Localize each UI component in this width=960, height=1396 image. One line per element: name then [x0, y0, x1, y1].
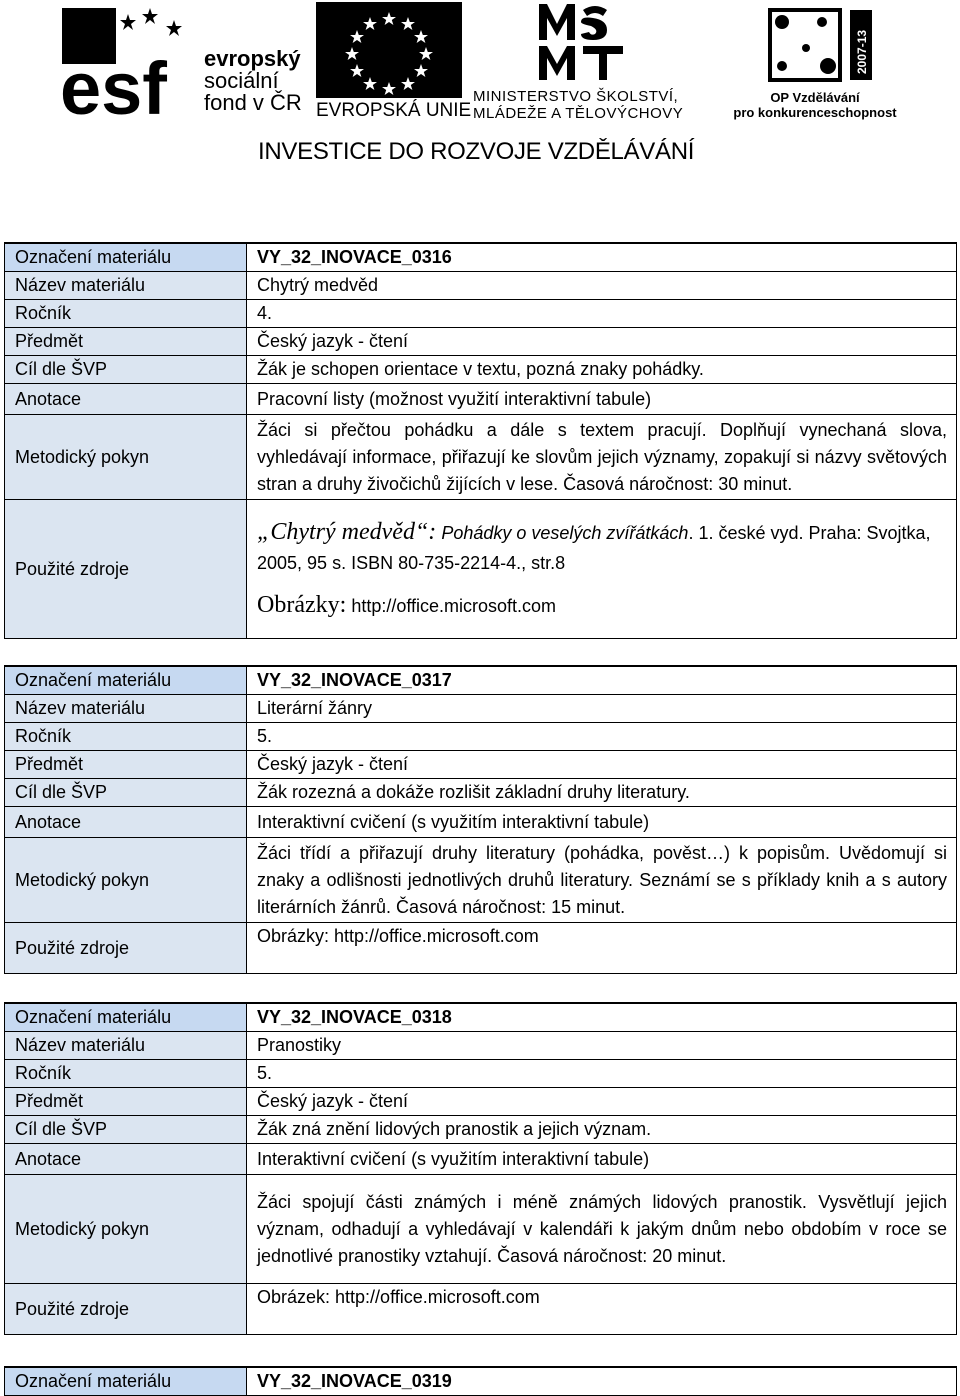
label-nazev: Název materiálu — [5, 1032, 247, 1060]
label-cil: Cíl dle ŠVP — [5, 779, 247, 807]
value-metodicky: Žáci třídí a přiřazují druhy literatury (pohádka, pověst…) k popisům. Uvědomují si znaky a odlišnosti jednotlivých druhů literatury. Seznámí se s příklady knih a s autory literárních žánrů. Časová náročnost: 15 minut. — [247, 838, 957, 923]
source-book: Pohádky o veselých zvířátkách — [441, 523, 689, 543]
label-metodicky: Metodický pokyn — [5, 838, 247, 923]
table-row — [5, 838, 957, 923]
record-table — [4, 242, 957, 639]
op-logo-mark-icon — [766, 4, 878, 86]
table-row — [5, 243, 957, 272]
esf-logo-mark-icon — [58, 6, 194, 118]
label-anotace: Anotace — [5, 807, 247, 838]
eu-flag-icon — [316, 2, 462, 98]
table-row — [5, 384, 957, 415]
label-anotace: Anotace — [5, 384, 247, 415]
value-oznaceni: VY_32_INOVACE_0316 — [247, 243, 957, 272]
value-rocnik: 4. — [247, 300, 957, 328]
table-row — [5, 923, 957, 974]
label-oznaceni: Označení materiálu — [5, 1367, 247, 1396]
table-row — [5, 1367, 957, 1396]
value-nazev: Literární žánry — [247, 695, 957, 723]
record-table — [4, 1366, 957, 1396]
label-nazev: Název materiálu — [5, 695, 247, 723]
label-predmet: Předmět — [5, 328, 247, 356]
msmt-logo — [473, 2, 723, 120]
label-predmet: Předmět — [5, 751, 247, 779]
value-cil: Žák je schopen orientace v textu, pozná znaky pohádky. — [247, 356, 957, 384]
tagline: INVESTICE DO ROZVOJE VZDĚLÁVÁNÍ — [258, 138, 695, 165]
label-cil: Cíl dle ŠVP — [5, 1116, 247, 1144]
table-row — [5, 723, 957, 751]
eu-label: EVROPSKÁ UNIE — [316, 100, 472, 121]
record-table — [4, 665, 957, 974]
label-oznaceni: Označení materiálu — [5, 666, 247, 695]
msmt-text: MINISTERSTVO ŠKOLSTVÍ, MLÁDEŽE A TĚLOVÝCHOVY — [473, 88, 684, 122]
table-row — [5, 1060, 957, 1088]
table-row — [5, 779, 957, 807]
label-cil: Cíl dle ŠVP — [5, 356, 247, 384]
table-row — [5, 666, 957, 695]
table-row — [5, 695, 957, 723]
header-logos — [0, 0, 960, 175]
label-metodicky: Metodický pokyn — [5, 415, 247, 500]
table-row — [5, 415, 957, 500]
table-row — [5, 1175, 957, 1284]
table-row — [5, 356, 957, 384]
record-table — [4, 1002, 957, 1335]
table-row — [5, 751, 957, 779]
source-title: „Chytrý medvěd“: — [257, 519, 437, 545]
source-pictures: Obrázky: http://office.microsoft.com — [257, 592, 557, 618]
esf-logo — [58, 6, 308, 118]
esf-logo-text: evropský sociální fond v ČR — [204, 46, 302, 115]
label-predmet: Předmět — [5, 1088, 247, 1116]
value-predmet: Český jazyk - čtení — [247, 328, 957, 356]
source-details: . 1. české vyd. Praha: Svojtka, 2005, 95 s. ISBN 80-735-2214-4., str.8 — [257, 523, 931, 573]
msmt-logo-mark-icon — [535, 2, 631, 82]
label-rocnik: Ročník — [5, 300, 247, 328]
table-row — [5, 1284, 957, 1335]
value-anotace: Interaktivní cvičení (s využitím interaktivní tabule) — [247, 807, 957, 838]
value-metodicky: Žáci si přečtou pohádku a dále s textem pracují. Doplňují vynechaná slova, vyhledávají informace, přiřazují ke slovům jejich významy, zopakují si názvy světových stran a druhy živočichů žijících v lese. Časová náročnost: 30 minut. — [247, 415, 957, 500]
label-metodicky: Metodický pokyn — [5, 1175, 247, 1284]
value-anotace: Interaktivní cvičení (s využitím interaktivní tabule) — [247, 1144, 957, 1175]
value-zdroje: Obrázek: http://office.microsoft.com — [247, 1284, 957, 1335]
value-cil: Žák zná znění lidových pranostik a jejich význam. — [247, 1116, 957, 1144]
label-oznaceni: Označení materiálu — [5, 1003, 247, 1032]
value-rocnik: 5. — [247, 723, 957, 751]
table-row — [5, 1032, 957, 1060]
op-years: 2007-13 — [855, 29, 869, 74]
table-row — [5, 1116, 957, 1144]
value-cil: Žák rozezná a dokáže rozlišit základní druhy literatury. — [247, 779, 957, 807]
value-oznaceni: VY_32_INOVACE_0317 — [247, 666, 957, 695]
label-zdroje: Použité zdroje — [5, 500, 247, 639]
table-row — [5, 1003, 957, 1032]
value-nazev: Chytrý medvěd — [247, 272, 957, 300]
svg-text:esf: esf — [60, 47, 167, 118]
label-rocnik: Ročník — [5, 723, 247, 751]
value-oznaceni: VY_32_INOVACE_0319 — [247, 1367, 957, 1396]
label-oznaceni: Označení materiálu — [5, 243, 247, 272]
op-logo — [730, 4, 900, 122]
value-nazev: Pranostiky — [247, 1032, 957, 1060]
value-predmet: Český jazyk - čtení — [247, 751, 957, 779]
label-nazev: Název materiálu — [5, 272, 247, 300]
table-row — [5, 500, 957, 639]
value-rocnik: 5. — [247, 1060, 957, 1088]
value-oznaceni: VY_32_INOVACE_0318 — [247, 1003, 957, 1032]
value-predmet: Český jazyk - čtení — [247, 1088, 957, 1116]
op-text: OP Vzdělávání pro konkurenceschopnost — [733, 90, 897, 120]
label-rocnik: Ročník — [5, 1060, 247, 1088]
label-zdroje: Použité zdroje — [5, 923, 247, 974]
table-row — [5, 300, 957, 328]
value-metodicky: Žáci spojují části známých i méně známých lidových pranostik. Vysvětlují jejich význam, odhadují a vyhledávají v kalendáři k jakým dnům nebo obdobím v roce se jednotlivé pranostiky vztahují. Časová náročnost: 20 minut. — [247, 1175, 957, 1284]
table-row — [5, 1088, 957, 1116]
table-row — [5, 328, 957, 356]
label-anotace: Anotace — [5, 1144, 247, 1175]
value-zdroje: Obrázky: http://office.microsoft.com — [247, 923, 957, 974]
table-row — [5, 807, 957, 838]
table-row — [5, 1144, 957, 1175]
table-row — [5, 272, 957, 300]
value-zdroje — [247, 500, 957, 639]
label-zdroje: Použité zdroje — [5, 1284, 247, 1335]
eu-logo — [316, 2, 472, 121]
value-anotace: Pracovní listy (možnost využití interaktivní tabule) — [247, 384, 957, 415]
